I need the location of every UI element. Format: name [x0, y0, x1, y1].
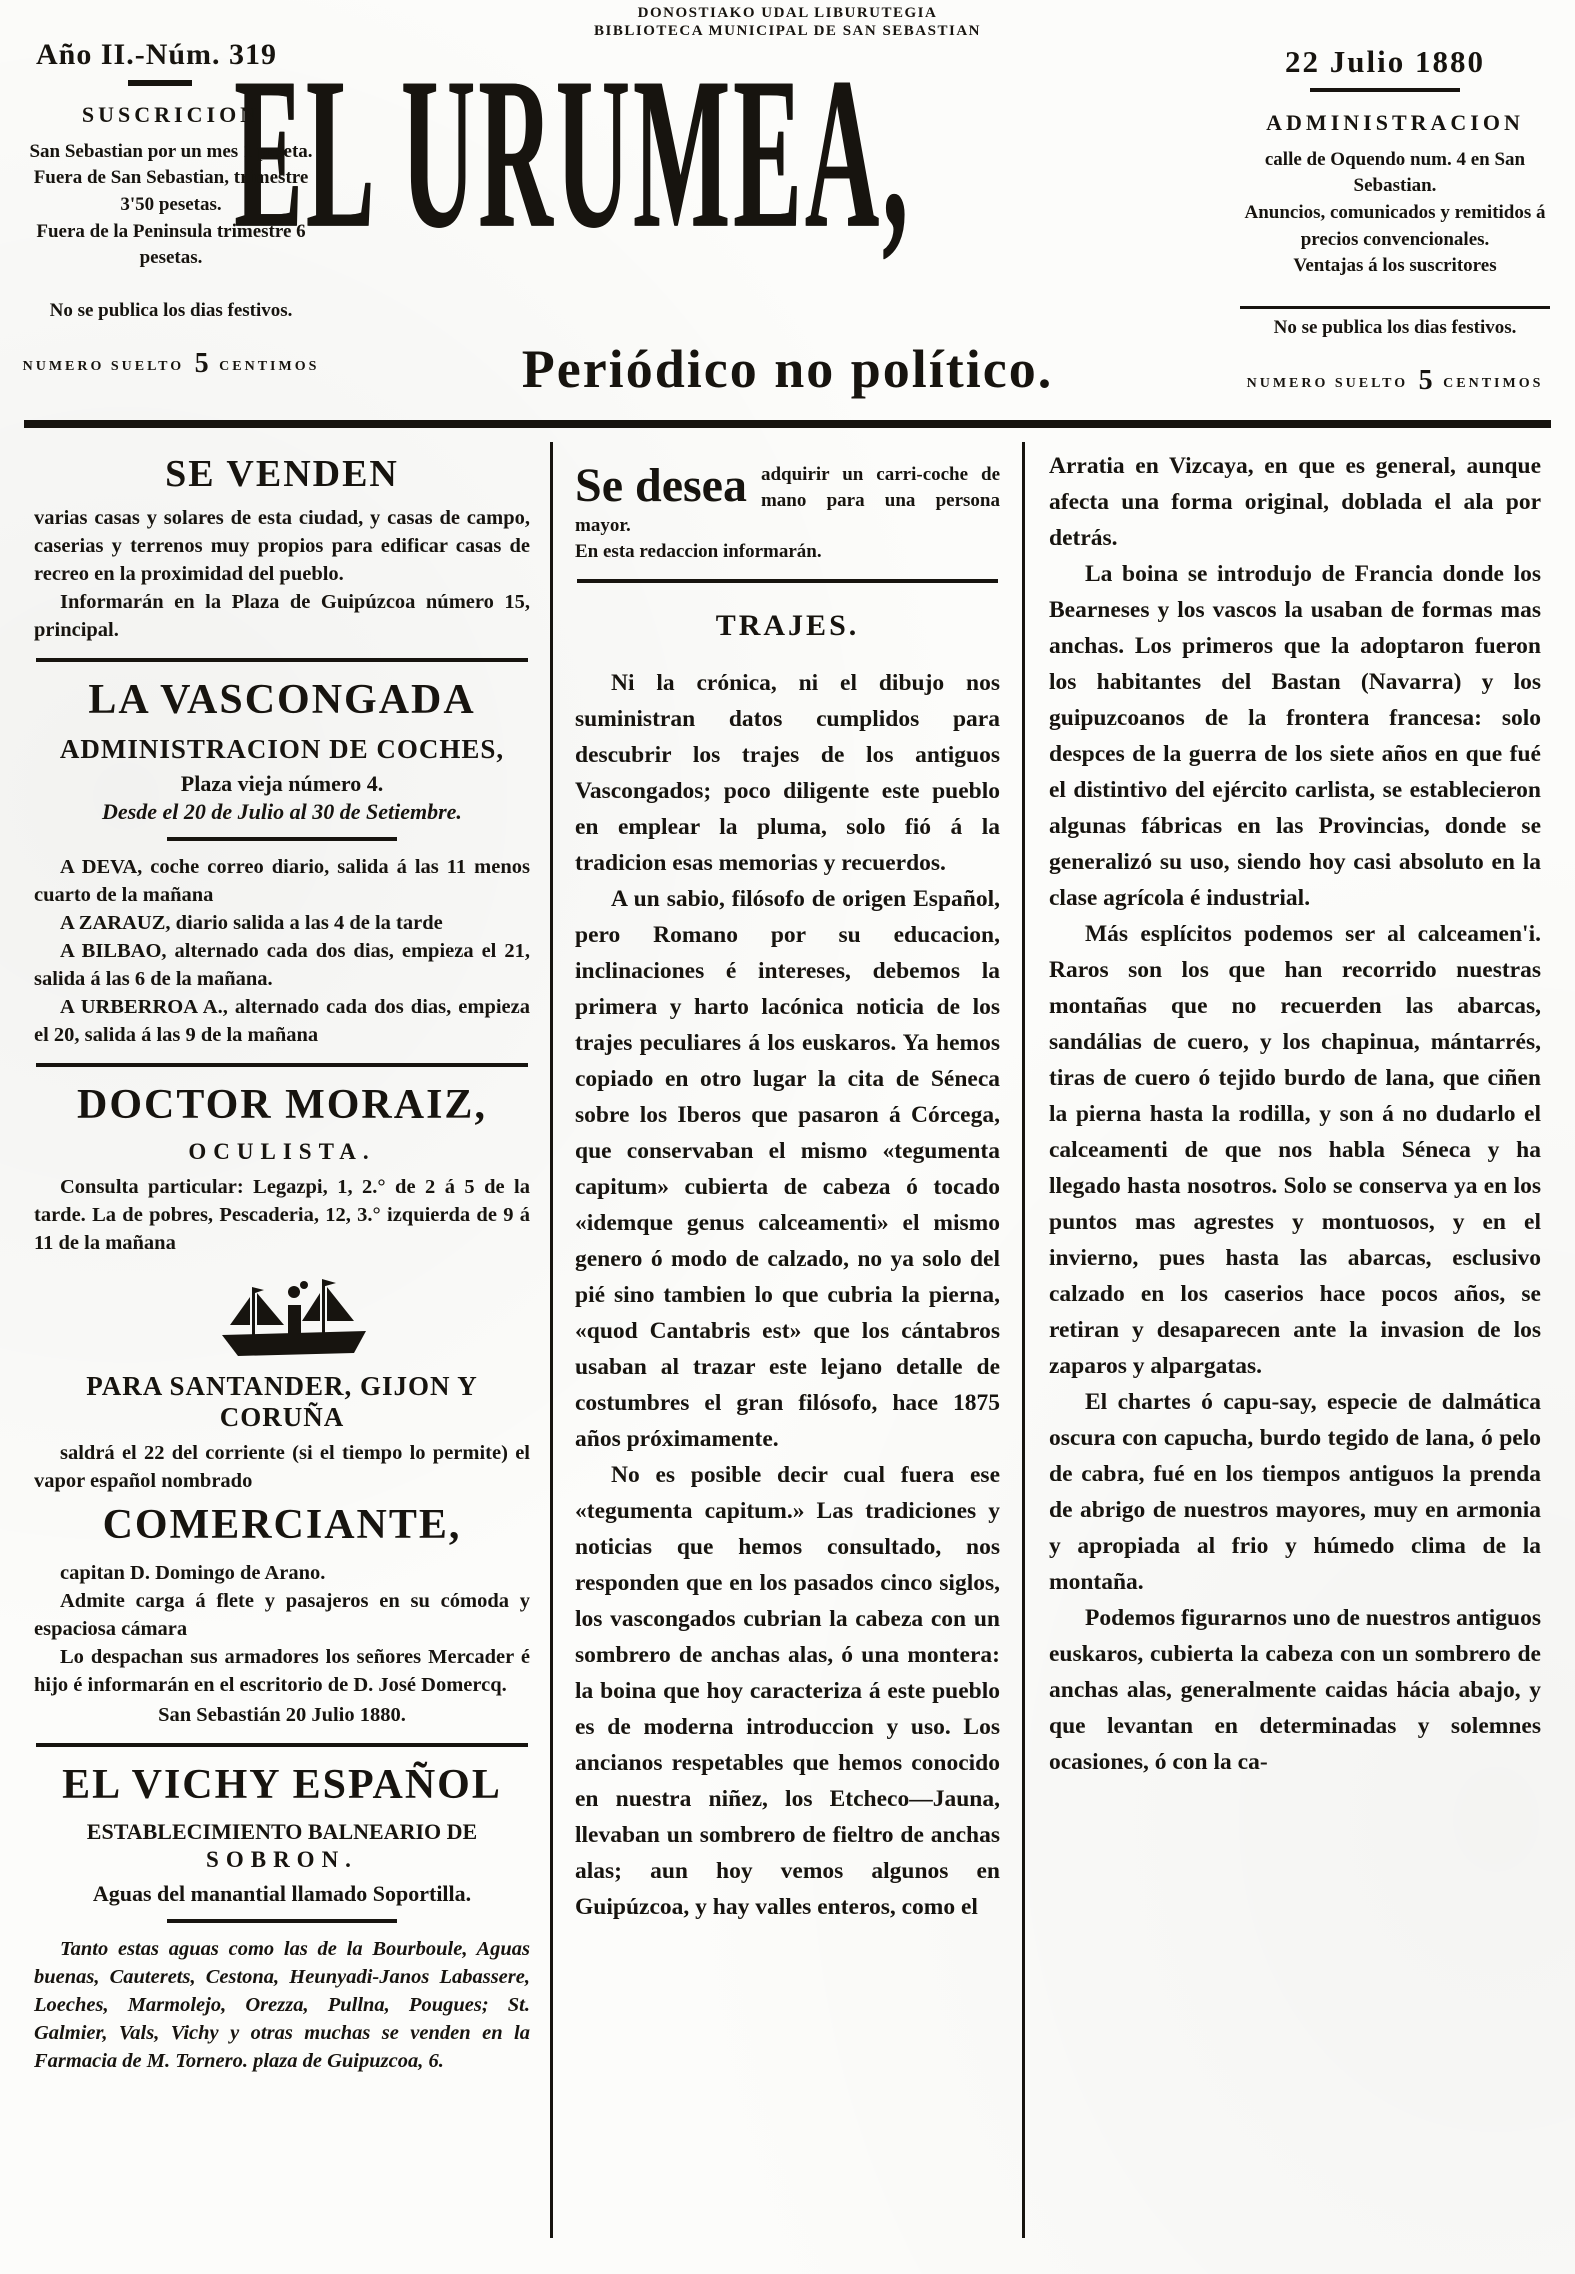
stamp-line-2: BIBLIOTECA MUNICIPAL DE SAN SEBASTIAN [594, 23, 981, 39]
section-rule [167, 1919, 397, 1923]
ad-address: Plaza vieja número 4. [180, 771, 384, 796]
notice-body: adquirir un carri-coche de mano para una persona mayor. [575, 464, 1000, 537]
article-paragraph: Arratia en Vizcaya, en que es general, aunque afecta una forma original, doblada el ala por detrás. [1049, 453, 1541, 551]
suscricion-box [16, 100, 326, 384]
ad-dateline: San Sebastián 20 Julio 1880. [158, 1704, 406, 1726]
ad-body: saldrá el 22 del corriente (si el tiempo lo permite) el vapor español nombrado [34, 1442, 530, 1492]
ad-subtitle: OCULISTA. [188, 1139, 376, 1164]
ad-body: Informarán en la Plaza de Guipúzcoa número 15, principal. [34, 591, 530, 641]
issue-date [1270, 44, 1500, 92]
ad-body: Admite carga á flete y pasajeros en su cómoda y espaciosa cámara [34, 1590, 530, 1640]
suscricion-note: No se publica los dias festivos. [49, 299, 293, 321]
ad-route-title: PARA SANTANDER, GIJON Y CORUÑA [86, 1371, 478, 1432]
ad-captain: capitan D. Domingo de Arano. [60, 1562, 326, 1584]
coach-route: A BILBAO, alternado cada dos dias, empieza el 21, salida á las 6 de la mañana. [34, 940, 530, 990]
ad-body: varias casas y solares de esta ciudad, y casas de campo, caserias y terrenos muy propios para edificar casas de recreo en la proximidad del pueblo. [34, 507, 530, 585]
ad-doctor-moraiz [34, 1081, 530, 1257]
administracion-title: ADMINISTRACION [1266, 110, 1524, 135]
section-rule [36, 658, 528, 662]
price-value: 5 [1418, 365, 1433, 397]
ship-name: COMERCIANTE, [102, 1502, 462, 1548]
column-article-continuation [1025, 442, 1545, 2238]
date-rule [1310, 88, 1460, 92]
ad-title: LA VASCONGADA [88, 677, 476, 723]
ad-vapor-comerciante [34, 1371, 530, 1729]
section-rule [36, 1063, 528, 1067]
ad-title: EL VICHY ESPAÑOL [62, 1762, 502, 1808]
article-paragraph: Más esplícitos podemos ser al calceamen'i. Raros son los que han recorrido nuestras montañas que no recuerden las abarcas, sandálias de cuero, y los chapinua, mántarrés, tiras de cuero ó tejido burdo de lana, que ciñen la pierna hasta la rodilla, y son á no dudarlo el calceamenti de que nos habla Séneca y ha llegado hasta nosotros. Solo se conserva ya en los puntos mas agrestes y montuosos, y en el invierno, pues hasta las abarcas, esclusivo calzado en los caserios hace pocos años, se retiran y desaparecen ante la invasion de los zaparos y alpargatas. [1049, 921, 1541, 1379]
column-ads [30, 442, 550, 2238]
ad-establishment-name: SOBRON. [206, 1847, 358, 1872]
notice-body: En esta redaccion informarán. [575, 540, 822, 562]
ad-body: Consulta particular: Legazpi, 1, 2.° de 2 á 5 de la tarde. La de pobres, Pescaderia, 12, 3.° izquierda de 9 á 11 de la mañana [34, 1176, 530, 1254]
ad-subtitle: ADMINISTRACION DE COCHES, [59, 734, 505, 764]
article-paragraph: El chartes ó capu-say, especie de dalmática oscura con capucha, burdo tegido de lana, ó pelo de cabra, fué en los tiempos antiguos la prenda de abrigo de nuestros mayores, muy en armonia y apropiada al frio y húmedo clima de la montaña. [1049, 1389, 1541, 1595]
coach-route: A ZARAUZ, diario salida a las 4 de la tarde [60, 912, 443, 934]
issue-number-text: Año II.-Núm. 319 [36, 38, 278, 71]
stamp-line-1: DONOSTIAKO UDAL LIBURUTEGIA [637, 5, 938, 21]
column-article-start [550, 442, 1025, 2238]
notice-se-desea [575, 462, 1000, 563]
suscricion-line: San Sebastian por un mes 1 peseta. [29, 140, 313, 162]
ad-subtitle: ESTABLECIMIENTO BALNEARIO DE [86, 1819, 478, 1844]
single-copy-price [16, 344, 326, 383]
steamship-icon [214, 1275, 374, 1361]
article-paragraph: Ni la crónica, ni el dibujo nos suministran datos cumplidos para descubrir los trajes de los antiguos Vascongados; poco diligente este pueblo en emplear la pluma, solo fió á la tradicion esas memorias y recuerdos. [575, 669, 1000, 876]
price-label: NUMERO SUELTO [1246, 376, 1409, 392]
price-unit: CENTIMOS [219, 359, 320, 375]
ad-season: Desde el 20 de Julio al 30 de Setiembre. [102, 799, 462, 824]
coach-route: A DEVA, coche correo diario, salida á las 11 menos cuarto de la mañana [34, 856, 530, 906]
main-content [30, 442, 1545, 2238]
price-value: 5 [194, 348, 209, 380]
article-paragraph: A un sabio, filósofo de origen Español, pero Romano por su educacion, inclinaciones é intereses, debemos la primera y harto lacónica noticia de los trajes peculiares á los euskaros. Ya hemos copiado en otro lugar la cita de Séneca sobre los Iberos que pasaron á Córcega, que conservaban el mismo «tegumenta capitum» cubierta de cabeza ó tocado «idemque genus calceamenti» el mismo genero ó modo de calzado, no ya solo del pié sino tambien lo que cubria la pierna, «quod Cantabris est» que los cántabros usaban al trazar este lejano detalle de costumbres el gran filósofo, hace 1875 años próximamente. [575, 885, 1000, 1452]
ad-title: DOCTOR MORAIZ, [77, 1082, 487, 1128]
ad-se-venden [34, 452, 530, 644]
article-paragraph: Podemos figurarnos uno de nuestros antiguos euskaros, cubierta la cabeza con un sombrero de anchas alas, generalmente caidas hácia abajo, y que levantan en determinadas y solemnes ocasiones, ó con la ca- [1049, 1605, 1541, 1775]
administracion-line: Anuncios, comunicados y remitidos á precios convencionales. [1244, 201, 1546, 250]
section-rule [577, 579, 998, 583]
administracion-box [1240, 108, 1550, 401]
newspaper-tagline: Periódico no político. [521, 339, 1054, 399]
coach-route: A URBERROA A., alternado cada dos dias, empieza el 20, salida á las 9 de la mañana [34, 996, 530, 1046]
ad-body: Lo despachan sus armadores los señores Mercader é hijo é informarán en el escritorio de D. José Domercq. [34, 1646, 530, 1696]
price-unit: CENTIMOS [1443, 376, 1544, 392]
header-divider-rule [24, 420, 1551, 428]
notice-lead: Se desea [575, 462, 747, 512]
article-paragraph: No es posible decir cual fuera ese «tegumenta capitum.» Las tradiciones y noticias que hemos consultado, nos responden que en los pasados cinco siglos, los vascongados cubrian la cabeza con un sombrero de anchas alas, ó una montera: la boina que hoy caracteriza á este pueblo es de moderna introduccion y uso. Los ancianos respetables que hemos conocido en nuestra niñez, los Etcheco—Jauna, llevaban un sombrero de fieltro de anchas alas; aun hoy vemos algunos en Guipúzcoa, y hay valles enteros, como el [575, 1461, 1000, 1920]
section-rule [167, 837, 397, 841]
ad-title: SE VENDEN [165, 453, 399, 495]
ad-vichy-espanol [34, 1761, 530, 2075]
issue-rule [128, 80, 192, 86]
section-rule [36, 1743, 528, 1747]
issue-date-text: 22 Julio 1880 [1285, 44, 1485, 79]
suscricion-line: Fuera de San Sebastian, trimestre 3'50 pesetas. [33, 167, 309, 215]
article-title: TRAJES. [715, 608, 860, 642]
administracion-line: calle de Oquendo num. 4 en San Sebastian. [1264, 148, 1526, 197]
suscricion-line: Fuera de la Peninsula trimestre 6 pesetas. [36, 220, 306, 269]
suscricion-title: SUSCRICION [81, 102, 261, 127]
ad-la-vascongada [34, 676, 530, 1049]
masthead-title: EL URUMEA, [234, 33, 912, 274]
price-label: NUMERO SUELTO [22, 359, 185, 375]
single-copy-price [1240, 361, 1550, 400]
administracion-line: Ventajas á los suscritores [1293, 255, 1497, 277]
ad-spring-name: Aguas del manantial llamado Soportilla. [92, 1881, 472, 1906]
ad-body: Tanto estas aguas como las de la Bourboule, Aguas buenas, Cauterets, Cestona, Heunyadi-Janos Labassere, Loeches, Marmolejo, Orezza, Pullna, Pougues; St. Galmier, Vals, Vichy y otras muchas se venden en la Farmacia de M. Tornero. plaza de Guipuzcoa, 6. [34, 1938, 530, 2072]
article-paragraph: La boina se introdujo de Francia donde los Bearneses y los vascos la usaban de formas mas anchas. Los primeros que la adoptaron fueron los habitantes del Bastan (Navarra) y los guipuzcoanos de la frontera francesa: solo despces de la guerra de los siete años en que fué el distintivo del ejército carlista, se establecieron algunas fábricas en las Provincias, donde se generalizó su uso, siendo hoy casi absoluto en la clase agrícola é industrial. [1049, 561, 1541, 911]
administracion-note: No se publica los dias festivos. [1240, 306, 1550, 342]
